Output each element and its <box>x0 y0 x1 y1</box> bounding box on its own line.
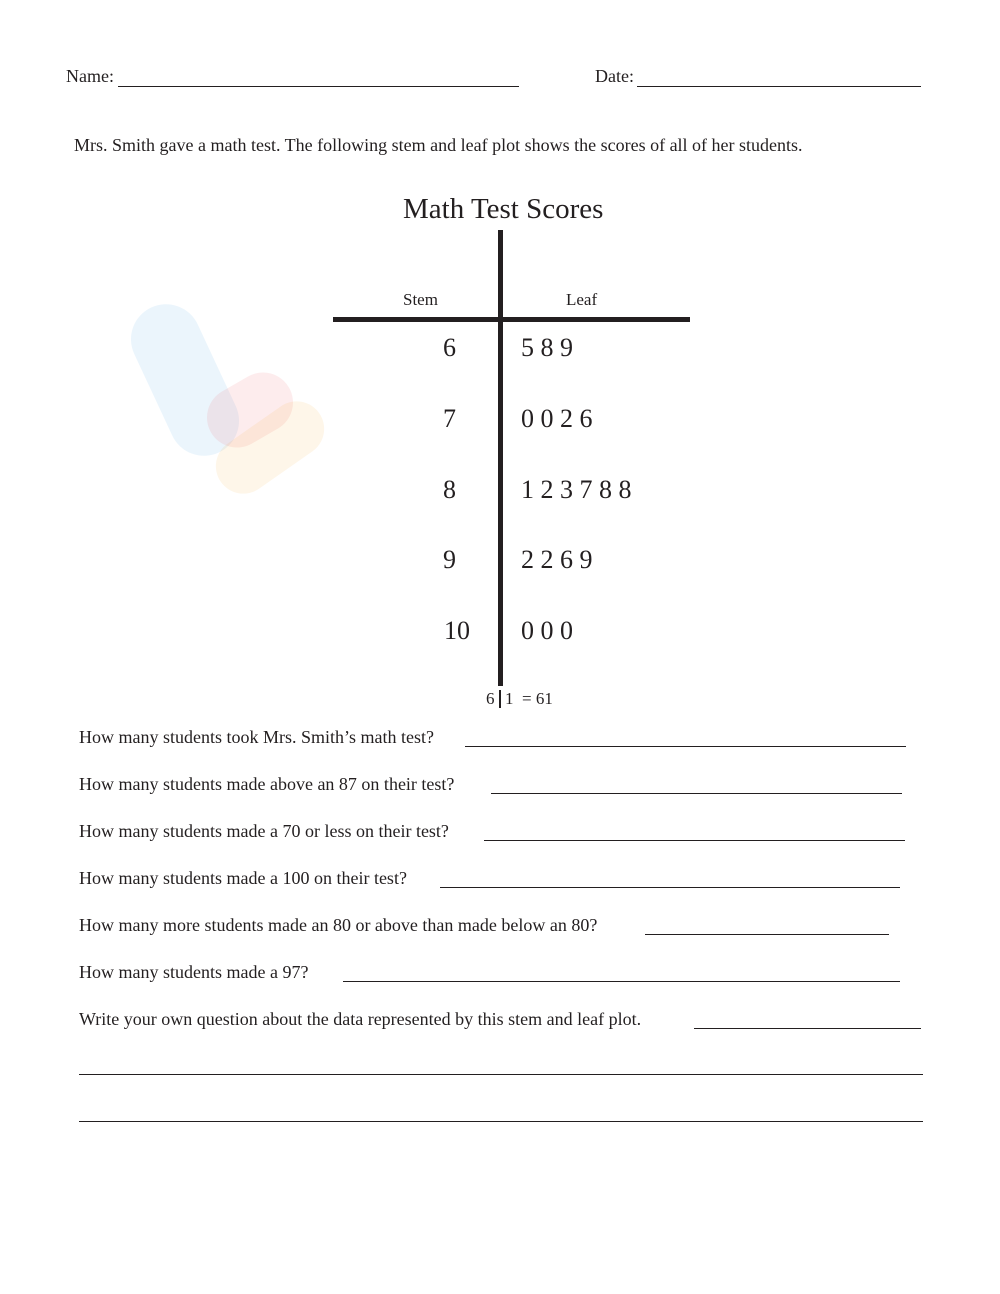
answer-line[interactable] <box>645 934 889 935</box>
answer-line[interactable] <box>491 793 902 794</box>
leaf-values: 0 0 2 6 <box>521 404 593 433</box>
key-leaf: 1 <box>505 689 514 708</box>
answer-line[interactable] <box>79 1121 923 1122</box>
answer-line[interactable] <box>484 840 905 841</box>
leaf-header: Leaf <box>566 290 598 309</box>
question-text: How many students made a 100 on their test? <box>79 868 407 888</box>
stem-header: Stem <box>403 290 438 309</box>
leaf-values: 0 0 0 <box>521 616 573 645</box>
name-field[interactable] <box>118 86 519 87</box>
answer-line[interactable] <box>343 981 900 982</box>
stem-value: 10 <box>444 616 470 645</box>
date-label: Date: <box>595 66 634 86</box>
answer-line[interactable] <box>694 1028 921 1029</box>
question-text: How many students made a 70 or less on their test? <box>79 821 449 841</box>
question-text: How many students made a 97? <box>79 962 309 982</box>
plot-divider-horizontal <box>333 317 690 322</box>
stem-value: 8 <box>443 475 456 504</box>
name-label: Name: <box>66 66 114 86</box>
plot-title: Math Test Scores <box>403 193 604 225</box>
leaf-values: 5 8 9 <box>521 333 573 362</box>
plot-divider-vertical <box>498 230 503 686</box>
key-value: = 61 <box>522 689 553 708</box>
answer-line[interactable] <box>440 887 900 888</box>
question-text: How many students took Mrs. Smith’s math test? <box>79 727 434 747</box>
intro-text: Mrs. Smith gave a math test. The following stem and leaf plot shows the scores of all of her students. <box>74 135 803 155</box>
question-text: How many students made above an 87 on their test? <box>79 774 455 794</box>
key-stem: 6 <box>486 689 495 708</box>
leaf-values: 2 2 6 9 <box>521 545 593 574</box>
answer-line[interactable] <box>79 1074 923 1075</box>
stem-value: 6 <box>443 333 456 362</box>
date-field[interactable] <box>637 86 921 87</box>
question-text: Write your own question about the data represented by this stem and leaf plot. <box>79 1009 642 1029</box>
key-divider <box>499 690 501 708</box>
question-text: How many more students made an 80 or above than made below an 80? <box>79 915 598 935</box>
stem-value: 9 <box>443 545 456 574</box>
stem-value: 7 <box>443 404 456 433</box>
leaf-values: 1 2 3 7 8 8 <box>521 475 632 504</box>
answer-line[interactable] <box>465 746 906 747</box>
